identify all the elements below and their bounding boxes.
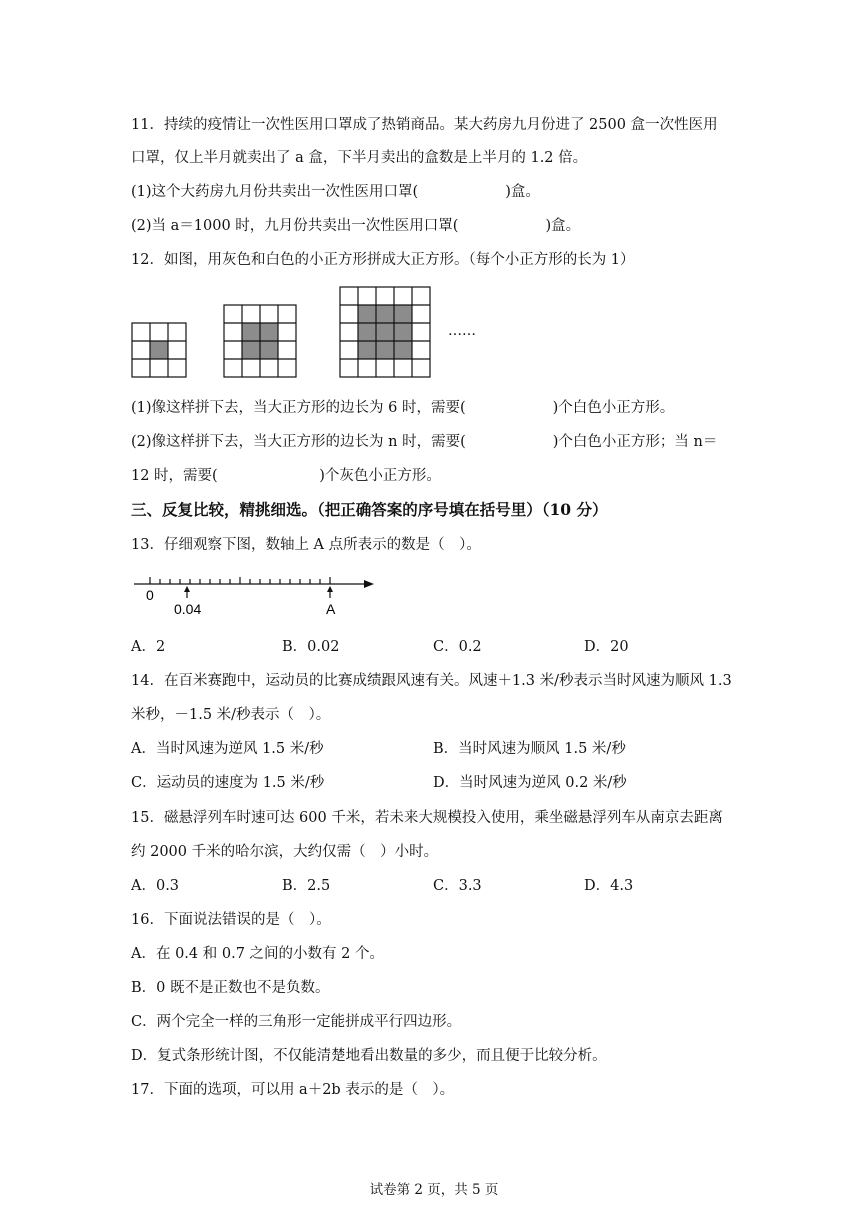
q11-stem-line2: 口罩，仅上半月就卖出了 a 盒，下半月卖出的盒数是上半月的 1.2 倍。 (131, 150, 588, 166)
axis-label-zero: 0 (146, 587, 154, 603)
q15-option-b: B．2.5 (282, 878, 331, 894)
q16-option-d: D．复式条形统计图，不仅能清楚地看出数量的多少，而且便于比较分析。 (131, 1048, 607, 1064)
q14-option-c: C．运动员的速度为 1.5 米/秒 (131, 775, 325, 791)
q14-option-d: D．当时风速为逆风 0.2 米/秒 (433, 775, 627, 791)
q12-figure (130, 285, 490, 385)
q11-part1: (1)这个大药房九月份共卖出一次性医用口罩( )盒。 (131, 184, 540, 200)
q12-ellipsis: …… (448, 323, 476, 339)
q11-part2: (2)当 a＝1000 时，九月份共卖出一次性医用口罩( )盒。 (131, 218, 581, 234)
section3-title: 三、反复比较，精挑细选。（把正确答案的序号填在括号里）（10 分） (131, 500, 608, 519)
gray-square (150, 341, 168, 359)
q14-option-b: B．当时风速为顺风 1.5 米/秒 (433, 741, 626, 757)
q13-number-line (132, 568, 382, 620)
q13-option-c: C．0.2 (433, 639, 482, 655)
page-footer: 试卷第 2 页，共 5 页 (369, 1182, 499, 1198)
q13-option-a: A．2 (131, 639, 166, 655)
q15-stem-line2: 约 2000 千米的哈尔滨，大约仅需（ ）小时。 (131, 844, 439, 860)
axis-label-point-a: A (326, 601, 336, 617)
q16-option-b: B．0 既不是正数也不是负数。 (131, 980, 330, 996)
q15-option-c: C．3.3 (433, 878, 482, 894)
q14-stem-line1: 14．在百米赛跑中，运动员的比赛成绩跟风速有关。风速＋1.3 米/秒表示当时风速为顺风 1.3 (131, 673, 732, 689)
q12-part2-line1: (2)像这样拼下去，当大正方形的边长为 n 时，需要( )个白色小正方形；当 n＝ (131, 434, 718, 450)
q16-stem: 16．下面说法错误的是（ ）。 (131, 912, 331, 928)
q13-option-d: D．20 (584, 639, 629, 655)
q14-option-a: A．当时风速为逆风 1.5 米/秒 (131, 741, 324, 757)
axis-arrowhead (364, 580, 374, 588)
q17-stem: 17．下面的选项，可以用 a＋2b 表示的是（ ）。 (131, 1082, 455, 1098)
grid-3x3 (132, 323, 186, 377)
q13-option-b: B．0.02 (282, 639, 340, 655)
q12-part1: (1)像这样拼下去，当大正方形的边长为 6 时，需要( )个白色小正方形。 (131, 400, 675, 416)
grid-4x4 (224, 305, 296, 377)
q16-option-c: C．两个完全一样的三角形一定能拼成平行四边形。 (131, 1014, 462, 1030)
q12-part2-line2: 12 时，需要( )个灰色小正方形。 (131, 468, 441, 484)
axis-label-tick: 0.04 (174, 601, 202, 617)
q16-option-a: A．在 0.4 和 0.7 之间的小数有 2 个。 (131, 946, 384, 962)
q15-stem-line1: 15．磁悬浮列车时速可达 600 千米，若未来大规模投入使用，乘坐磁悬浮列车从南京去距离 (131, 810, 723, 826)
q15-option-d: D．4.3 (584, 878, 634, 894)
grid-5x5 (340, 287, 430, 377)
q14-stem-line2: 米秒，－1.5 米/秒表示（ ）。 (131, 707, 331, 723)
gray-block (358, 305, 412, 359)
number-line-figure (132, 568, 382, 620)
square-pattern-figure (130, 285, 490, 385)
q15-option-a: A．0.3 (131, 878, 180, 894)
q12-stem: 12．如图，用灰色和白色的小正方形拼成大正方形。（每个小正方形的长为 1） (131, 252, 635, 268)
q11-stem-line1: 11．持续的疫情让一次性医用口罩成了热销商品。某大药房九月份进了 2500 盒一次性医用 (131, 117, 718, 133)
q13-stem: 13．仔细观察下图，数轴上 A 点所表示的数是（ ）。 (131, 537, 481, 553)
